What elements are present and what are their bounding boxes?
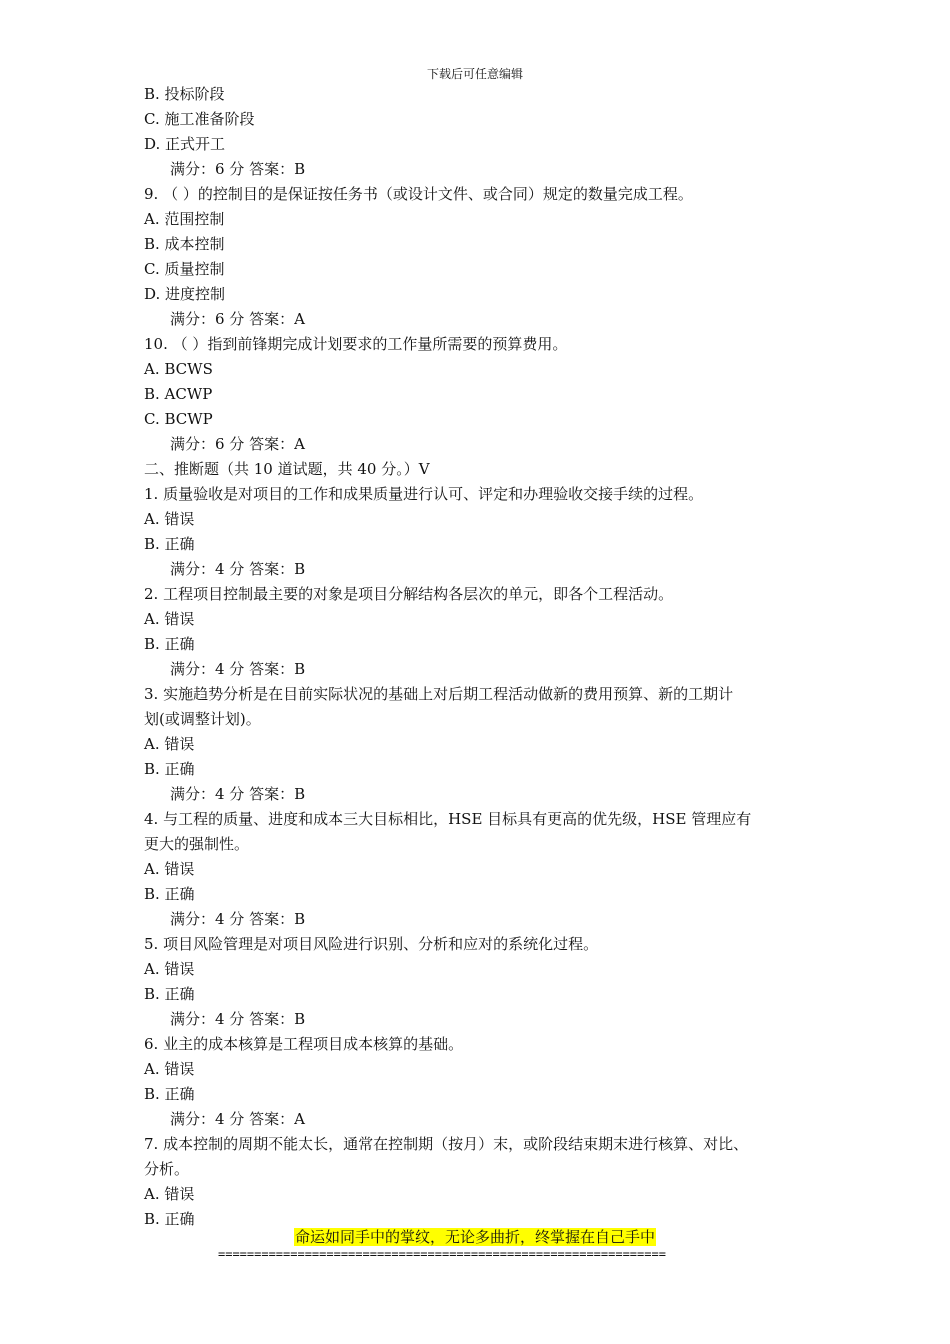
option-line: C. 施工准备阶段 (144, 110, 255, 128)
question-line: 7. 成本控制的周期不能太长，通常在控制期（按月）末，或阶段结束期末进行核算、对比、 (144, 1135, 749, 1153)
option-line: B. 正确 (144, 760, 195, 778)
option-line: B. 正确 (144, 635, 195, 653)
option-line: C. 质量控制 (144, 260, 225, 278)
footer-motto (0, 1227, 950, 1247)
option-line: A. 范围控制 (144, 210, 225, 228)
question-line: 5. 项目风险管理是对项目风险进行识别、分析和应对的系统化过程。 (144, 935, 599, 953)
option-line: B. 投标阶段 (144, 85, 225, 103)
question-line: 分析。 (144, 1160, 190, 1178)
option-line: B. 正确 (144, 1210, 195, 1228)
option-line: A. 错误 (144, 1060, 195, 1078)
option-line: D. 进度控制 (144, 285, 226, 303)
option-line: A. 错误 (144, 735, 195, 753)
option-line: A. 错误 (144, 960, 195, 978)
score-line: 满分：4 分 答案：B (170, 660, 306, 678)
question-line: 划(或调整计划)。 (144, 710, 261, 728)
question-line: 更大的强制性。 (144, 835, 250, 853)
option-line: A. 错误 (144, 860, 195, 878)
option-line: D. 正式开工 (144, 135, 226, 153)
document-body (144, 82, 824, 1232)
option-line: A. 错误 (144, 510, 195, 528)
page-header: 下载后可任意编辑 (426, 67, 523, 81)
option-line: A. 错误 (144, 610, 195, 628)
section-line: 二、推断题（共 10 道试题，共 40 分。）V (144, 460, 430, 478)
question-line: 6. 业主的成本核算是工程项目成本核算的基础。 (144, 1035, 464, 1053)
option-line: B. 正确 (144, 985, 195, 1003)
option-line: C. BCWP (144, 410, 213, 428)
question-line: 2. 工程项目控制最主要的对象是项目分解结构各层次的单元，即各个工程活动。 (144, 585, 674, 603)
footer-motto-text: 命运如同手中的掌纹，无论多曲折，终掌握在自己手中 (294, 1228, 655, 1246)
score-line: 满分：4 分 答案：B (170, 1010, 306, 1028)
footer-rule: ============================================================== (218, 1247, 666, 1261)
question-line: 4. 与工程的质量、进度和成本三大目标相比，HSE 目标具有更高的优先级，HSE 管理应有 (144, 810, 752, 828)
score-line: 满分：4 分 答案：A (170, 1110, 305, 1128)
question-line: 3. 实施趋势分析是在目前实际状况的基础上对后期工程活动做新的费用预算、新的工期计 (144, 685, 734, 703)
score-line: 满分：6 分 答案：A (170, 435, 305, 453)
question-line: 10. （ ）指到前锋期完成计划要求的工作量所需要的预算费用。 (144, 335, 568, 353)
option-line: B. 正确 (144, 535, 195, 553)
question-line: 1. 质量验收是对项目的工作和成果质量进行认可、评定和办理验收交接手续的过程。 (144, 485, 704, 503)
question-line: 9. （ ）的控制目的是保证按任务书（或设计文件、或合同）规定的数量完成工程。 (144, 185, 693, 203)
score-line: 满分：6 分 答案：B (170, 160, 306, 178)
option-line: B. 正确 (144, 1085, 195, 1103)
option-line: B. 正确 (144, 885, 195, 903)
score-line: 满分：4 分 答案：B (170, 560, 306, 578)
option-line: B. ACWP (144, 385, 213, 403)
option-line: A. 错误 (144, 1185, 195, 1203)
option-line: B. 成本控制 (144, 235, 225, 253)
score-line: 满分：4 分 答案：B (170, 910, 306, 928)
score-line: 满分：6 分 答案：A (170, 310, 305, 328)
score-line: 满分：4 分 答案：B (170, 785, 306, 803)
option-line: A. BCWS (144, 360, 213, 378)
